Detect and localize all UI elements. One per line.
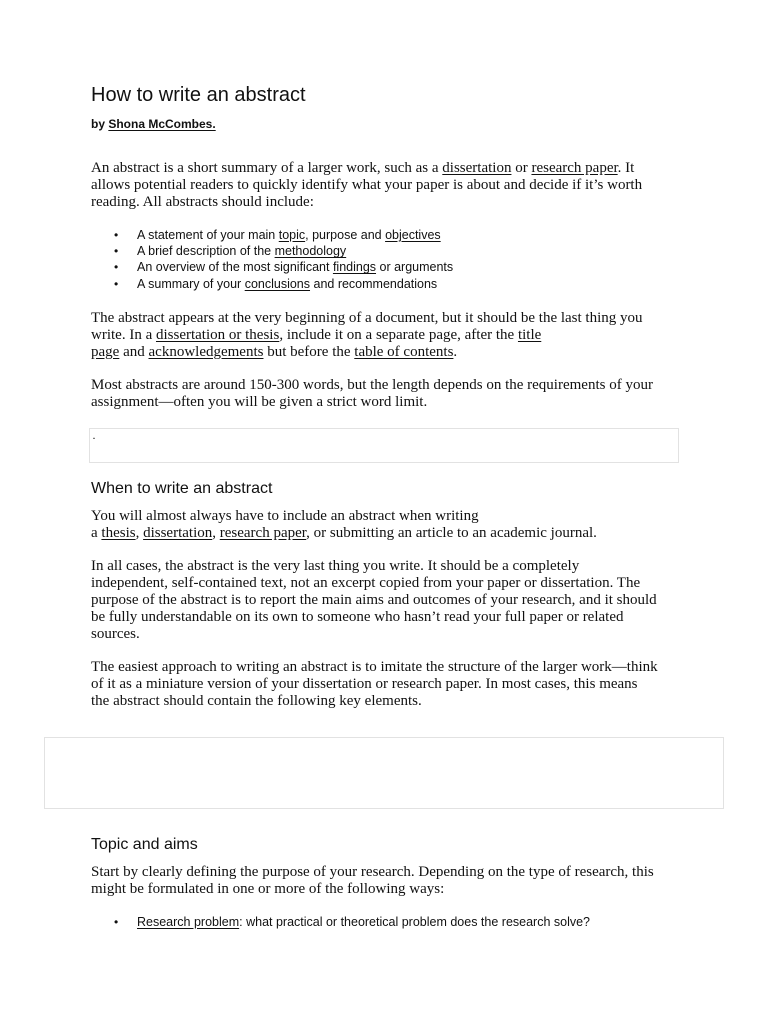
placement-text: and [119,344,149,360]
placement-text: write. In a [91,327,156,343]
dissertation-link[interactable]: dissertation [143,525,213,541]
intro-paragraph [91,160,691,211]
list-item [91,914,590,930]
cases-text: sources. [91,626,140,642]
bullet-icon: • [114,260,119,275]
placement-text: , include it on a separate page, after the [279,327,518,343]
list-item [91,243,453,259]
acknowledgements-link[interactable]: acknowledgements [148,344,264,360]
research-paper-link[interactable]: research paper [531,160,618,176]
approach-text: The easiest approach to writing an abstract is to imitate the structure of the larger work—think [91,659,658,675]
author-link[interactable]: Shona McCombes. [108,117,216,131]
topic-text: might be formulated in one or more of the following ways: [91,881,445,897]
findings-link[interactable]: findings [332,260,377,275]
list-item-text: and recommendations [310,276,438,291]
topic-paragraph [91,864,691,898]
intro-text: or [511,160,532,176]
bullet-icon: • [114,228,119,242]
conclusions-link[interactable]: conclusions [244,276,311,291]
placement-paragraph [91,310,691,361]
list-item-text: : what practical or theoretical problem does the research solve? [239,915,591,929]
when-text: , [135,525,144,541]
placement-text: but before the [263,344,355,360]
length-paragraph [91,377,691,411]
cases-text: purpose of the abstract is to report the main aims and outcomes of your research, and it should [91,592,657,608]
placement-text: . [453,344,458,360]
list-item-text: , purpose and [305,228,386,242]
approach-text: the abstract should contain the following key elements. [91,693,422,709]
bullet-icon: • [114,915,119,929]
cases-text: be fully understandable on its own to someone who hasn’t read your full paper or related [91,609,624,625]
bullet-icon: • [114,276,119,291]
section-heading-when: When to write an abstract [91,480,273,497]
cases-text: independent, self-contained text, not an excerpt copied from your paper or dissertation. The [91,575,641,591]
length-text: assignment—often you will be given a strict word limit. [91,394,428,410]
approach-text: of it as a miniature version of your dissertation or research paper. In most cases, this means [91,676,638,692]
research-paper-link[interactable]: research paper [219,525,307,541]
when-paragraph [91,508,691,542]
list-item-text: A statement of your main [137,228,279,242]
dissertation-or-thesis-link[interactable]: dissertation or thesis [155,327,280,343]
length-text: Most abstracts are around 150-300 words, but the length depends on the requirements of your [91,377,653,393]
title-page-link[interactable]: title [517,327,542,343]
research-aims-list [91,914,590,930]
when-text: You will almost always have to include an abstract when writing [91,508,479,524]
methodology-link[interactable]: methodology [274,244,347,259]
byline-prefix: by [91,117,109,131]
approach-paragraph [91,659,691,710]
bullet-icon: • [114,244,119,259]
when-text: , [212,525,220,541]
intro-text: allows potential readers to quickly identify what your paper is about and decide if it’s worth [91,177,643,193]
intro-text: An abstract is a short summary of a larger work, such as a [91,160,443,176]
research-problem-link[interactable]: Research problem [137,915,240,929]
intro-text: reading. All abstracts should include: [91,194,314,210]
list-item [91,259,453,275]
byline [91,117,216,131]
cases-text: In all cases, the abstract is the very last thing you write. It should be a completely [91,558,580,574]
thesis-link[interactable]: thesis [101,525,136,541]
section-heading-topic: Topic and aims [91,836,198,853]
dissertation-link[interactable]: dissertation [442,160,512,176]
when-text: , or submitting an article to an academic journal. [306,525,597,541]
topic-link[interactable]: topic [278,228,306,242]
topic-text: Start by clearly defining the purpose of your research. Depending on the type of research, this [91,864,654,880]
table-of-contents-link[interactable]: table of contents [354,344,454,360]
embedded-box [89,428,679,463]
list-item-text: A summary of your [137,276,245,291]
abstract-contents-list [91,227,453,292]
placement-text: The abstract appears at the very beginning of a document, but it should be the last thing you [91,310,643,326]
list-item [91,227,453,243]
objectives-link[interactable]: objectives [385,228,441,242]
embedded-box [44,737,724,809]
list-item-text: An overview of the most significant [137,260,333,275]
box-marker: · [92,431,96,445]
list-item [91,276,453,292]
title-page-link[interactable]: page [91,344,120,360]
intro-text: . It [617,160,635,176]
when-text: a [91,525,102,541]
page-title: How to write an abstract [91,84,306,106]
list-item-text: A brief description of the [137,244,275,259]
cases-paragraph [91,558,691,643]
list-item-text: or arguments [376,260,454,275]
